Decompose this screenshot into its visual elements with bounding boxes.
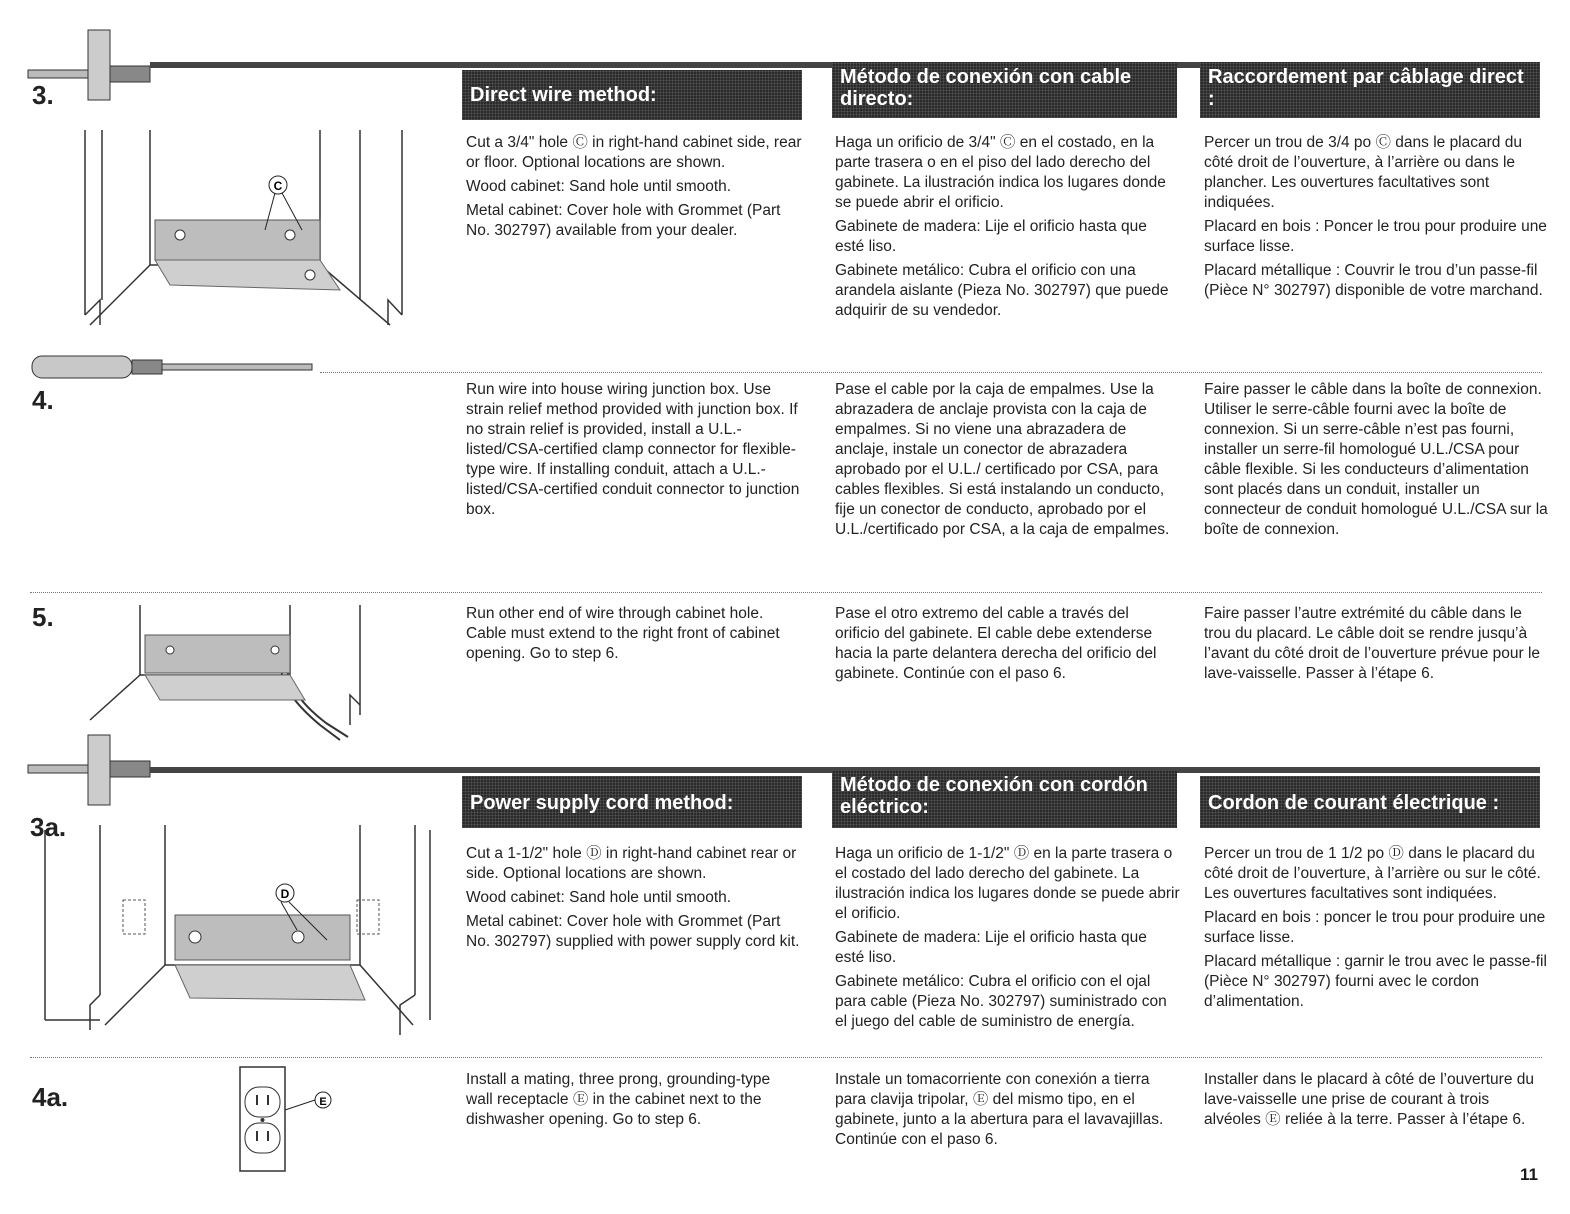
paragraph: Gabinete metálico: Cubra el orificio con el ojal para cable (Pieza No. 302797) suministrado con el juego del cable de suministro de energía. [835, 973, 1167, 1030]
header-en [462, 776, 802, 828]
paragraph: Haga un orificio de 1-1/2" Ⓓ en la parte trasera o el costado del lado derecho del gabinete. La ilustración indica los lugares donde se puede abrir el orificio. [835, 845, 1180, 922]
text-fr [1204, 1070, 1544, 1134]
header-en [462, 70, 802, 120]
header-title: Direct wire method: [470, 84, 657, 106]
cabinet-illustration [45, 820, 435, 1045]
text-fr [1204, 133, 1549, 305]
paragraph: Placard métallique : garnir le trou avec le passe-fil (Pièce N° 302797) fourni avec le cordon d’alimentation. [1204, 953, 1547, 1010]
paragraph: Gabinete de madera: Lije el orificio hasta que esté liso. [835, 929, 1147, 966]
text-es [835, 380, 1180, 544]
paragraph: Installer dans le placard à côté de l’ouverture du lave-vaisselle une prise de courant à trois alvéoles Ⓔ reliée à la terre. Passer à l’étape 6. [1204, 1071, 1535, 1128]
paragraph: Percer un trou de 1 1/2 po Ⓓ dans le placard du côté droit de l’ouverture, à l’arrière ou sur le côté. Les ouvertures facultatives sont indiquées. [1204, 845, 1541, 902]
header-title: Raccordement par câblage direct : [1208, 66, 1524, 110]
paragraph: Metal cabinet: Cover hole with Grommet (Part No. 302797) available from your dealer. [466, 202, 781, 239]
header-es [832, 770, 1177, 828]
step-number: 4. [32, 385, 54, 415]
divider [30, 1057, 1542, 1058]
header-title: Power supply cord method: [470, 792, 734, 814]
text-fr [1204, 604, 1544, 688]
paragraph: Percer un trou de 3/4 po Ⓒ dans le placard du côté droit de l’ouverture, à l’arrière ou dans le plancher. Les ouvertures facultatives sont indiquées. [1204, 134, 1522, 211]
text-es [835, 1070, 1170, 1154]
callout-letter: D [280, 887, 290, 901]
header-title: Método de conexión con cable directo: [840, 66, 1132, 110]
page-number: 11 [1520, 1165, 1538, 1184]
paragraph: Haga un orificio de 3/4" Ⓒ en el costado, en la parte trasera o en el piso del lado derecho del gabinete. La ilustración indica los lugares donde se puede abrir el orificio. [835, 134, 1166, 211]
paragraph: Install a mating, three prong, grounding-type wall receptacle Ⓔ in the cabinet next to the dishwasher opening. Go to step 6. [466, 1071, 771, 1128]
text-fr [1204, 844, 1549, 1016]
paragraph: Faire passer le câble dans la boîte de connexion. Utiliser le serre-câble fourni avec la boîte de connexion. Si un serre-câble n’est pas fourni, installer un serre-fil homologué U.L./CSA pour câble flexible. Si les conducteurs d’alimentation sont placés dans un conduit, installer un connecteur de conduit homologué U.L./CSA sur la boîte de connexion. [1204, 381, 1548, 538]
text-en [466, 604, 801, 668]
paragraph: Pase el cable por la caja de empalmes. Use la abrazadera de anclaje provista con la caja de empalmes. Si no viene una abrazadera de anclaje, instale un conector de abrazadera aprobado por el U.L./ certificado por CSA, para cables flexibles. Si está instalando un conducto, fije un conector de conducto, aprobado por el U.L./certificado por CSA, a la caja de empalmes. [835, 381, 1170, 538]
screwdriver-icon [32, 352, 322, 382]
paragraph: Placard en bois : poncer le trou pour produire une surface lisse. [1204, 909, 1546, 946]
step-number: 5. [32, 602, 54, 632]
text-en [466, 1070, 796, 1134]
step-number: 3. [32, 80, 54, 110]
header-title: Cordon de courant électrique : [1208, 792, 1500, 814]
text-en [466, 380, 801, 524]
paragraph: Cut a 3/4" hole Ⓒ in right-hand cabinet side, rear or floor. Optional locations are shown. [466, 134, 802, 171]
paragraph: Gabinete metálico: Cubra el orificio con una arandela aislante (Pieza No. 302797) que puede adquirir de su vendedor. [835, 262, 1169, 319]
cabinet-illustration [70, 125, 420, 335]
paragraph: Run wire into house wiring junction box. Use strain relief method provided with junction box. If no strain relief is provided, install a U.L.-listed/CSA-certified clamp connector for flexible-type wire. If installing conduit, attach a U.L.-listed/CSA-certified conduit connector to junction box. [466, 381, 800, 518]
divider [320, 372, 1542, 373]
cable-illustration [90, 605, 390, 740]
header-fr [1200, 776, 1540, 828]
callout-label [315, 1092, 331, 1108]
paragraph: Placard en bois : Poncer le trou pour produire une surface lisse. [1204, 218, 1547, 255]
paragraph: Run other end of wire through cabinet hole. Cable must extend to the right front of cabinet opening. Go to step 6. [466, 605, 780, 662]
paragraph: Instale un tomacorriente con conexión a tierra para clavija tripolar, Ⓔ del mismo tipo, en el gabinete, junto a la abertura para el lavavajillas. Continúe con el paso 6. [835, 1071, 1164, 1148]
paragraph: Placard métallique : Couvrir le trou d’un passe-fil (Pièce N° 302797) disponible de votre marchand. [1204, 262, 1543, 299]
text-fr [1204, 380, 1549, 544]
step-number: 3a. [30, 812, 67, 842]
callout-letter: C [273, 179, 283, 193]
paragraph: Wood cabinet: Sand hole until smooth. [466, 889, 732, 906]
text-en [466, 133, 806, 245]
step-number: 4a. [32, 1082, 69, 1112]
paragraph: Gabinete de madera: Lije el orificio hasta que esté liso. [835, 218, 1147, 255]
text-en [466, 844, 806, 956]
header-es [832, 62, 1177, 118]
paragraph: Wood cabinet: Sand hole until smooth. [466, 178, 732, 195]
header-fr [1200, 62, 1540, 118]
callout-letter: E [319, 1096, 327, 1108]
text-es [835, 604, 1165, 688]
paragraph: Pase el otro extremo del cable a través del orificio del gabinete. El cable debe extenderse hacia la parte delantera derecha del orificio del gabinete. Continúe con el paso 6. [835, 605, 1157, 682]
paragraph: Cut a 1-1/2" hole Ⓓ in right-hand cabinet rear or side. Optional locations are shown. [466, 845, 797, 882]
divider [30, 592, 1542, 593]
paragraph: Faire passer l’autre extrémité du câble dans le trou du placard. Le câble doit se rendre jusqu’à l’avant du côté droit de l’ouverture prévue pour le lave-vaisselle. Passer à l’étape 6. [1204, 605, 1541, 682]
header-title: Método de conexión con cordón eléctrico: [840, 774, 1148, 818]
outlet-left [123, 900, 145, 934]
paragraph: Metal cabinet: Cover hole with Grommet (Part No. 302797) supplied with power supply cord kit. [466, 913, 800, 950]
wall-receptacle-icon [235, 1065, 345, 1175]
text-es [835, 844, 1180, 1036]
text-es [835, 133, 1180, 325]
